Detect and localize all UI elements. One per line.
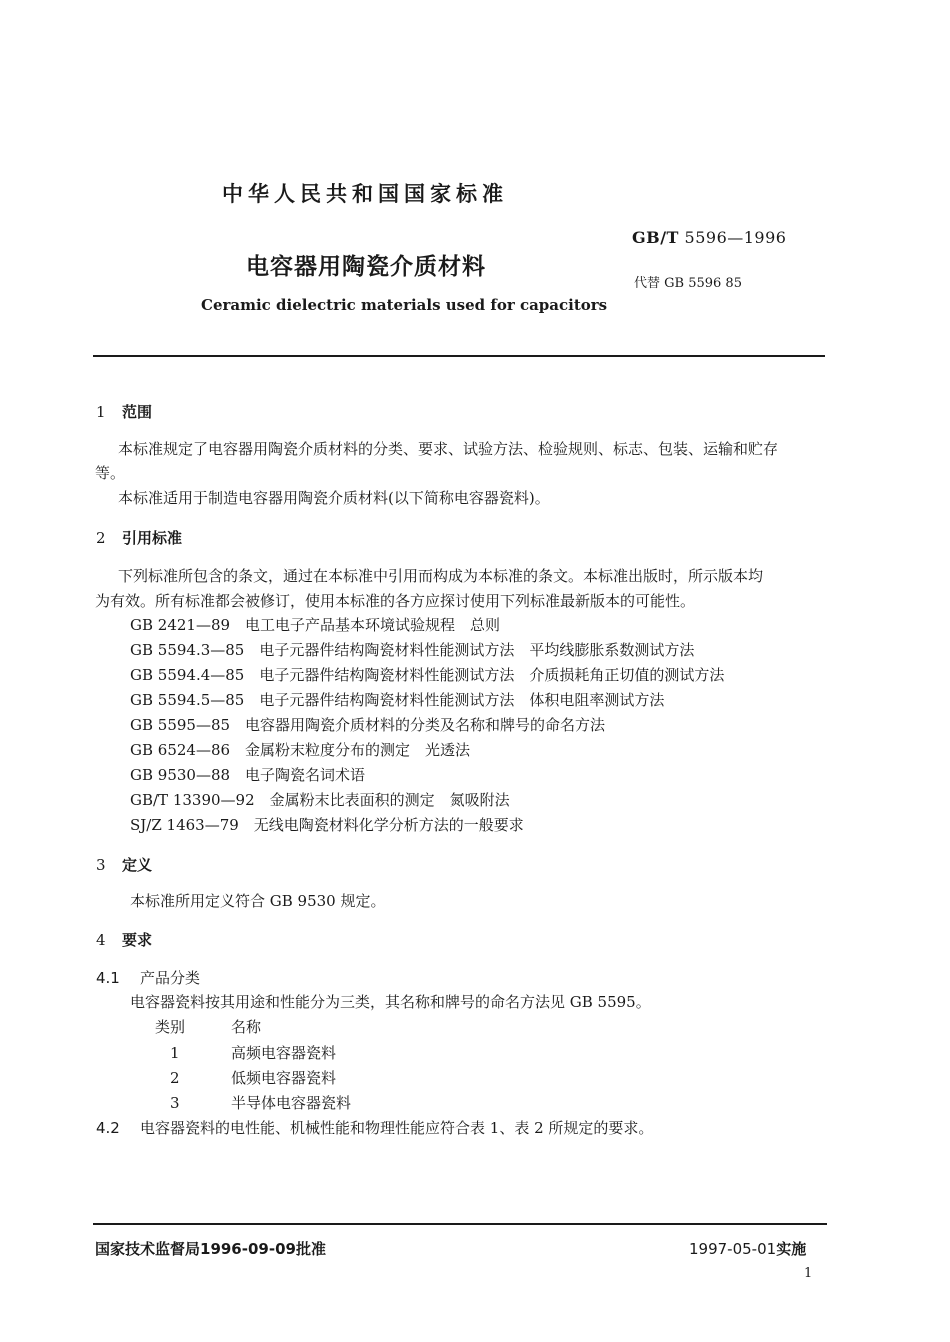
section-title: 要求 <box>122 931 153 949</box>
reference-item: GB 5595—85 电容器用陶瓷介质材料的分类及名称和牌号的命名方法 <box>130 716 606 734</box>
subsection-number: 4.1 <box>96 969 120 987</box>
section-number: 4 <box>96 931 106 949</box>
section-2-paragraph-1: 下列标准所包含的条文，通过在本标准中引用而构成为本标准的条文。本标准出版时，所示版本均 <box>118 567 764 585</box>
footer-divider <box>93 1223 827 1225</box>
reference-item: GB 5594.4—85 电子元器件结构陶瓷材料性能测试方法 介质损耗角正切值的测试方法 <box>130 666 725 684</box>
section-1-paragraph-1-cont: 等。 <box>95 464 126 482</box>
class-name: 低频电容器瓷料 <box>231 1069 337 1087</box>
subsection-4-2 <box>96 1116 653 1140</box>
class-header-name: 名称 <box>231 1018 262 1036</box>
class-category: 1 <box>170 1044 180 1062</box>
section-title: 引用标准 <box>122 529 183 547</box>
reference-item: GB 5594.3—85 电子元器件结构陶瓷材料性能测试方法 平均线膨胀系数测试方法 <box>130 641 695 659</box>
effective-label: 实施 <box>776 1240 807 1258</box>
reference-item: GB 5594.5—85 电子元器件结构陶瓷材料性能测试方法 体积电阻率测试方法 <box>130 691 665 709</box>
reference-item: GB 6524—86 金属粉末粒度分布的测定 光透法 <box>130 741 471 759</box>
subsection-4-1-heading <box>96 966 200 990</box>
standard-prefix: GB/T <box>632 228 679 247</box>
effective-line <box>689 1238 806 1259</box>
section-title: 范围 <box>122 403 153 421</box>
document-title-zh: 电容器用陶瓷介质材料 <box>246 254 486 280</box>
class-header-category: 类别 <box>155 1018 186 1036</box>
subsection-text: 电容器瓷料的电性能、机械性能和物理性能应符合表 1、表 2 所规定的要求。 <box>140 1119 654 1137</box>
class-name: 高频电容器瓷料 <box>231 1044 337 1062</box>
class-name: 半导体电容器瓷料 <box>231 1094 352 1112</box>
effective-date: 1997-05-01 <box>689 1240 777 1258</box>
section-2-paragraph-1-cont: 为有效。所有标准都会被修订，使用本标准的各方应探讨使用下列标准最新版本的可能性。 <box>95 592 696 610</box>
header-divider <box>93 355 825 357</box>
section-title: 定义 <box>122 856 153 874</box>
page-number: 1 <box>804 1266 813 1281</box>
subsection-number: 4.2 <box>96 1119 120 1137</box>
section-3-heading <box>96 854 152 875</box>
section-2-heading <box>96 527 182 548</box>
class-category: 2 <box>170 1069 180 1087</box>
section-1-paragraph-2: 本标准适用于制造电容器用陶瓷介质材料(以下简称电容器瓷料)。 <box>118 489 550 507</box>
approval-line: 国家技术监督局1996-09-09批准 <box>95 1240 326 1258</box>
reference-item: GB 9530—88 电子陶瓷名词术语 <box>130 766 366 784</box>
section-number: 1 <box>96 403 106 421</box>
standard-number <box>632 228 786 247</box>
document-title-en: Ceramic dielectric materials used for capacitors <box>201 296 608 314</box>
section-number: 3 <box>96 856 106 874</box>
section-3-paragraph-1: 本标准所用定义符合 GB 9530 规定。 <box>130 892 386 910</box>
section-1-paragraph-1: 本标准规定了电容器用陶瓷介质材料的分类、要求、试验方法、检验规则、标志、包装、运输和贮存 <box>118 440 779 458</box>
replaces-note: 代替 GB 5596 85 <box>634 276 742 291</box>
class-category: 3 <box>170 1094 180 1112</box>
section-number: 2 <box>96 529 106 547</box>
subsection-title: 产品分类 <box>140 969 201 987</box>
section-1-heading <box>96 401 152 422</box>
standard-code: 5596—1996 <box>684 228 787 247</box>
reference-item: GB 2421—89 电工电子产品基本环境试验规程 总则 <box>130 616 501 634</box>
section-4-heading <box>96 929 152 950</box>
reference-item: SJ/Z 1463—79 无线电陶瓷材料化学分析方法的一般要求 <box>130 816 524 834</box>
reference-item: GB/T 13390—92 金属粉末比表面积的测定 氮吸附法 <box>130 791 510 809</box>
subsection-4-1-text: 电容器瓷料按其用途和性能分为三类，其名称和牌号的命名方法见 GB 5595。 <box>130 993 651 1011</box>
national-standard-title: 中华人民共和国国家标准 <box>222 182 508 206</box>
